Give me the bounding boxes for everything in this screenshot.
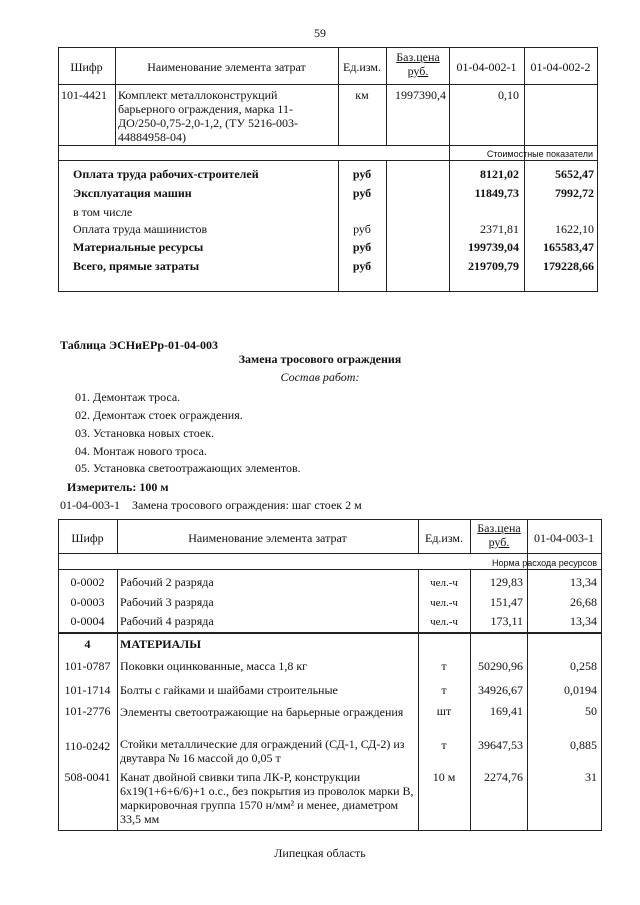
- material-code: 101-0787: [64, 659, 111, 673]
- row-materials-name: Материальные ресурсы: [73, 240, 204, 254]
- list-item: 03. Установка новых стоек.: [75, 426, 215, 440]
- row-machines-unit: руб: [352, 186, 372, 200]
- section-label: Норма расхода ресурсов: [492, 558, 597, 568]
- item-price: 1997390,4: [395, 88, 446, 102]
- labor-name: Рабочий 4 разряда: [120, 614, 214, 628]
- header-col1: 01-04-002-1: [456, 60, 517, 74]
- labor-value: 13,34: [570, 575, 597, 589]
- item-code: 101-4421: [61, 88, 107, 102]
- material-unit: шт: [436, 704, 452, 718]
- row-operators-v1: 2371,81: [480, 222, 519, 236]
- material-code: 101-2776: [64, 704, 111, 718]
- list-item: 05. Установка светоотражающих элементов.: [75, 461, 301, 475]
- row-labor-v1: 8121,02: [480, 167, 519, 181]
- material-unit: т: [441, 659, 447, 673]
- list-item: 04. Монтаж нового троса.: [75, 444, 207, 458]
- row-total-v1: 219709,79: [468, 259, 519, 273]
- material-price: 50290,96: [478, 659, 523, 673]
- row-total-v2: 179228,66: [543, 259, 594, 273]
- labor-unit: чел.-ч: [430, 577, 458, 589]
- page-number: 59: [314, 26, 326, 40]
- header-unit: Ед.изм.: [424, 531, 464, 545]
- norm-code: 01-04-003-1: [60, 498, 120, 512]
- header-col1: 01-04-003-1: [534, 531, 594, 545]
- labor-unit: чел.-ч: [430, 616, 458, 628]
- header-unit: Ед.изм.: [342, 60, 382, 74]
- material-value: 0,258: [570, 659, 597, 673]
- header-col2: 01-04-002-2: [530, 60, 591, 74]
- row-including-name: в том числе: [73, 205, 133, 219]
- material-name: Канат двойной свивки типа ЛК-Р, конструкции 6х19(1+6+6/6)+1 о.с., без покрытия из проволок марки В, маркировочная группа 1570 н/мм² и менее, диаметром 33,5 мм: [120, 770, 414, 826]
- header-code: Шифр: [70, 60, 103, 74]
- header-price: Баз.цена руб.: [477, 521, 521, 549]
- row-materials-unit: руб: [352, 240, 372, 254]
- material-code: 508-0041: [64, 770, 111, 784]
- header-name: Наименование элемента затрат: [188, 531, 347, 545]
- materials-heading: МАТЕРИАЛЫ: [120, 637, 201, 651]
- row-operators-v2: 1622,10: [555, 222, 594, 236]
- row-total-unit: руб: [352, 259, 372, 273]
- row-total-name: Всего, прямые затраты: [73, 259, 200, 273]
- header-code: Шифр: [71, 531, 104, 545]
- list-item: 02. Демонтаж стоек ограждения.: [75, 408, 243, 422]
- item-unit: км: [355, 88, 369, 102]
- labor-code: 0-0004: [70, 614, 105, 628]
- labor-price: 173,11: [490, 614, 523, 628]
- labor-price: 151,47: [490, 595, 523, 609]
- composition-label: Состав работ:: [280, 370, 360, 384]
- material-unit: т: [441, 738, 447, 752]
- row-machines-v2: 7992,72: [555, 186, 594, 200]
- table-title: Таблица ЭСНиЕРр-01-04-003: [60, 338, 219, 352]
- labor-name: Рабочий 3 разряда: [120, 595, 214, 609]
- materials-code: 4: [84, 637, 91, 651]
- row-operators-unit: руб: [353, 222, 371, 236]
- labor-value: 13,34: [570, 614, 597, 628]
- labor-name: Рабочий 2 разряда: [120, 575, 214, 589]
- material-value: 50: [585, 704, 597, 718]
- material-price: 34926,67: [478, 683, 523, 697]
- material-name: Стойки металлические для ограждений (СД-1, СД-2) из двутавра № 16 массой до 0,05 т: [120, 737, 405, 765]
- material-unit: 10 м: [432, 770, 456, 784]
- row-labor-name: Оплата труда рабочих-строителей: [73, 167, 259, 181]
- labor-code: 0-0003: [70, 595, 105, 609]
- row-labor-unit: руб: [352, 167, 372, 181]
- material-name: Элементы светоотражающие на барьерные ограждения: [120, 705, 404, 719]
- material-code: 110-0242: [64, 739, 111, 753]
- item-value-1: 0,10: [498, 88, 519, 102]
- section-label: Стоимостные показатели: [486, 149, 593, 159]
- row-materials-v2: 165583,47: [543, 240, 594, 254]
- row-operators-name: Оплата труда машинистов: [73, 222, 208, 236]
- table-subtitle: Замена тросового ограждения: [238, 352, 402, 366]
- material-value: 0,0194: [564, 683, 597, 697]
- material-price: 2274,76: [484, 770, 523, 784]
- material-unit: т: [441, 683, 447, 697]
- material-price: 169,41: [490, 704, 523, 718]
- material-code: 101-1714: [64, 683, 111, 697]
- labor-code: 0-0002: [70, 575, 105, 589]
- material-name: Болты с гайками и шайбами строительные: [120, 683, 338, 697]
- row-machines-v1: 11849,73: [474, 186, 519, 200]
- header-name: Наименование элемента затрат: [147, 60, 306, 74]
- labor-value: 26,68: [570, 595, 597, 609]
- norm-description: Замена тросового ограждения: шаг стоек 2 м: [132, 498, 362, 512]
- footer-region: Липецкая область: [274, 846, 366, 860]
- row-machines-name: Эксплуатация машин: [73, 186, 192, 200]
- header-price: Баз.цена руб.: [396, 50, 440, 78]
- list-item: 01. Демонтаж троса.: [75, 390, 181, 404]
- labor-unit: чел.-ч: [430, 597, 458, 609]
- row-materials-v1: 199739,04: [468, 240, 519, 254]
- material-value: 0,885: [570, 738, 597, 752]
- material-name: Поковки оцинкованные, масса 1,8 кг: [120, 659, 308, 673]
- labor-price: 129,83: [490, 575, 523, 589]
- item-name: Комплект металлоконструкций барьерного ограждения, марка 11-ДО/250-0,75-2,0-1,2, (ТУ 5216-003-44884958-04): [118, 88, 298, 144]
- material-value: 31: [585, 770, 597, 784]
- measure-unit: Измеритель: 100 м: [67, 480, 169, 494]
- row-labor-v2: 5652,47: [555, 167, 594, 181]
- material-price: 39647,53: [478, 738, 523, 752]
